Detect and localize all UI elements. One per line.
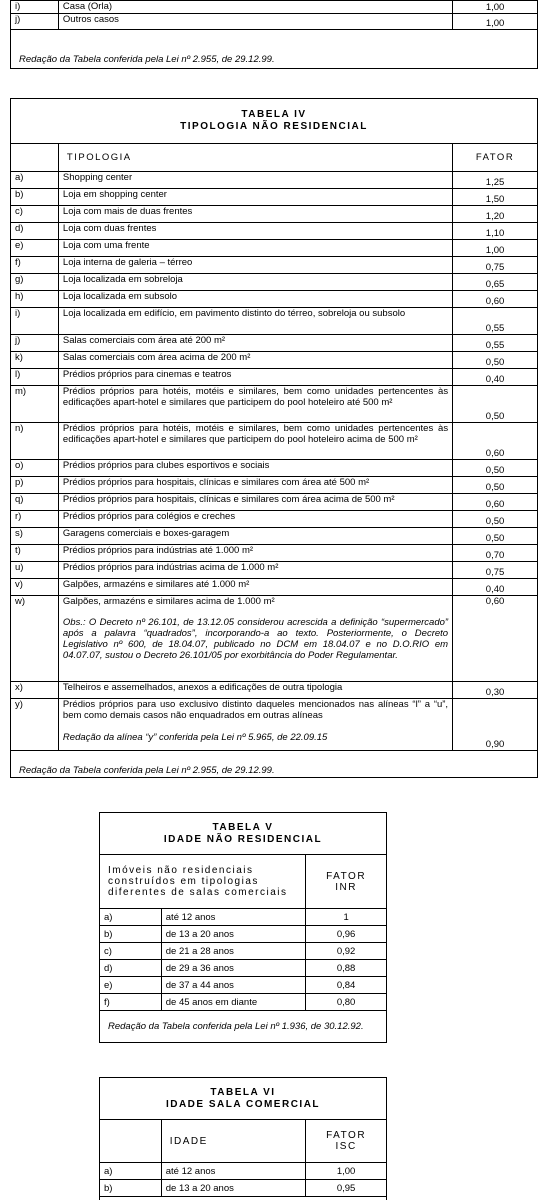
row-letter: f) <box>100 994 162 1011</box>
table-row <box>11 460 538 477</box>
row-letter: g) <box>11 274 59 291</box>
row-letter: b) <box>11 189 59 206</box>
row-description: Galpões, armazéns e similares acima de 1.000 m² <box>62 596 275 607</box>
row-fator: 0,92 <box>306 943 387 960</box>
row-fator: 0,60 <box>453 423 538 460</box>
row-letter: d) <box>100 960 162 977</box>
row-fator: 0,65 <box>453 274 538 291</box>
row-letter: a) <box>100 909 162 926</box>
table5-title: TABELA V <box>212 821 274 833</box>
row-fator: 1,00 <box>306 1163 387 1180</box>
row-fator: 0,55 <box>453 335 538 352</box>
table5-subtitle: IDADE NÃO RESIDENCIAL <box>163 833 323 845</box>
row-letter: j) <box>11 335 59 352</box>
col-fator-subheader: INR <box>335 881 357 893</box>
row-description: Telheiros e assemelhados, anexos a edificações de outra tipologia <box>58 682 452 699</box>
row-fator: 0,60 <box>453 494 538 511</box>
table4 <box>10 98 538 751</box>
table-row <box>100 977 387 994</box>
row-fator: 0,50 <box>453 528 538 545</box>
row-description: até 12 anos <box>161 1163 305 1180</box>
row-description: Prédios próprios para uso exclusivo distinto daqueles mencionados nas alíneas “l” a “u”, bem como demais casos não enquadrados em outras alíneas <box>62 699 449 721</box>
row-fator: 0,75 <box>453 562 538 579</box>
row-fator: 0,50 <box>453 460 538 477</box>
row-letter: k) <box>11 352 59 369</box>
row-description: Loja em shopping center <box>58 189 452 206</box>
table5-title-row <box>100 813 387 855</box>
row-fator: 0,60 <box>453 291 538 308</box>
table-row <box>100 926 387 943</box>
row-letter: r) <box>11 511 59 528</box>
row-description: Casa (Orla) <box>58 1 452 14</box>
row-description: de 21 a 28 anos <box>161 943 305 960</box>
table-row <box>11 386 538 423</box>
row-description: Salas comerciais com área acima de 200 m² <box>58 352 452 369</box>
row-letter: v) <box>11 579 59 596</box>
row-fator: 1,10 <box>453 223 538 240</box>
table-row <box>11 528 538 545</box>
row-description: Shopping center <box>58 172 452 189</box>
row-letter: b) <box>100 926 162 943</box>
row-description: de 13 a 20 anos <box>161 1180 305 1197</box>
row-description: Loja localizada em edifício, em pavimento distinto do térreo, sobreloja ou subsolo <box>58 308 452 335</box>
table-row <box>11 682 538 699</box>
table-row <box>11 223 538 240</box>
row-fator: 0,90 <box>453 699 538 751</box>
table4-subtitle: TIPOLOGIA NÃO RESIDENCIAL <box>180 121 368 132</box>
row-letter: h) <box>11 291 59 308</box>
table5-note: Redação da Tabela conferida pela Lei nº 1.936, de 30.12.92. <box>108 1021 364 1032</box>
table4-title: TABELA IV <box>241 109 307 120</box>
row-letter: s) <box>11 528 59 545</box>
table5-body <box>100 909 387 1011</box>
row-letter: e) <box>100 977 162 994</box>
table-row <box>11 206 538 223</box>
table-row <box>11 562 538 579</box>
table-row <box>11 257 538 274</box>
row-letter: t) <box>11 545 59 562</box>
col-desc-header: Imóveis não residenciais construídos em tipologias diferentes de salas comerciais <box>100 855 306 909</box>
row-description: Loja localizada em sobreloja <box>58 274 452 291</box>
row-fator: 1,25 <box>453 172 538 189</box>
row-letter: i) <box>11 308 59 335</box>
row-description: Prédios próprios para hospitais, clínicas e similares com área até 500 m² <box>58 477 452 494</box>
col-fator-header: FATOR <box>326 870 367 882</box>
row-description: Loja com mais de duas frentes <box>58 206 452 223</box>
row-fator: 1,20 <box>453 206 538 223</box>
row-fator: 1 <box>306 909 387 926</box>
row-letter: i) <box>11 1 59 14</box>
row-fator: 0,40 <box>453 369 538 386</box>
row-letter: e) <box>11 240 59 257</box>
col-fator-subheader: ISC <box>335 1141 357 1152</box>
table6-header-row <box>100 1120 387 1163</box>
row-description: de 37 a 44 anos <box>161 977 305 994</box>
row-letter: j) <box>11 14 59 30</box>
row-fator: 0,55 <box>453 308 538 335</box>
row-fator: 0,50 <box>453 477 538 494</box>
table-row <box>11 308 538 335</box>
row-description: Loja com uma frente <box>58 240 452 257</box>
table-row <box>11 352 538 369</box>
row-fator: 0,96 <box>306 926 387 943</box>
table4-body <box>11 172 538 596</box>
table4-frame <box>10 98 538 778</box>
row-fator: 0,50 <box>453 386 538 423</box>
table4-footnote: Redação da Tabela conferida pela Lei nº 2.955, de 29.12.99. <box>19 765 275 776</box>
col-fator-header: FATOR <box>326 1130 367 1141</box>
table-row <box>11 291 538 308</box>
row-description: Prédios próprios para hospitais, clínicas e similares com área acima de 500 m² <box>58 494 452 511</box>
col-fator-header: FATOR <box>453 144 538 172</box>
row-fator: 1,00 <box>453 240 538 257</box>
row-letter: l) <box>11 369 59 386</box>
col-tipologia-header: TIPOLOGIA <box>58 144 452 172</box>
table-row <box>11 596 538 682</box>
row-description: Prédios próprios para indústrias acima de 1.000 m² <box>58 562 452 579</box>
table-row <box>11 511 538 528</box>
row-description: Prédios próprios para hotéis, motéis e similares, bem como unidades pertencentes às edificações apart-hotel e similares que participem do pool hoteleiro acima de 500 m² <box>58 423 452 460</box>
table3-rows <box>10 0 538 30</box>
table6-title-row <box>100 1078 387 1120</box>
row-description: de 13 a 20 anos <box>161 926 305 943</box>
row-description: Loja com duas frentes <box>58 223 452 240</box>
col-idade-header: IDADE <box>161 1120 305 1163</box>
row-description: Garagens comerciais e boxes-garagem <box>58 528 452 545</box>
table6-body <box>100 1163 387 1197</box>
row-fator: 1,00 <box>453 14 538 30</box>
table-row <box>100 960 387 977</box>
row-letter: c) <box>100 943 162 960</box>
row-description: Prédios próprios para colégios e creches <box>58 511 452 528</box>
table-row <box>11 335 538 352</box>
row-fator: 0,50 <box>453 511 538 528</box>
row-letter: n) <box>11 423 59 460</box>
table-row <box>100 1180 387 1197</box>
table5 <box>99 812 387 1011</box>
table-row <box>11 494 538 511</box>
row-description: Loja localizada em subsolo <box>58 291 452 308</box>
row-letter: m) <box>11 386 59 423</box>
row-description: de 45 anos em diante <box>161 994 305 1011</box>
table5-header-row <box>100 855 387 909</box>
row-letter: q) <box>11 494 59 511</box>
row-fator: 1,50 <box>453 189 538 206</box>
row-fator: 0,84 <box>306 977 387 994</box>
row-fator: 1,00 <box>453 1 538 14</box>
table-row <box>11 172 538 189</box>
row-description: Salas comerciais com área até 200 m² <box>58 335 452 352</box>
table6 <box>99 1077 387 1197</box>
row-description: Prédios próprios para indústrias até 1.000 m² <box>58 545 452 562</box>
row-fator: 0,60 <box>453 596 538 682</box>
row-fator: 0,70 <box>453 545 538 562</box>
table6-subtitle: IDADE SALA COMERCIAL <box>165 1098 321 1110</box>
table5-frame <box>99 812 387 1043</box>
table-row <box>11 477 538 494</box>
row-description: Prédios próprios para hotéis, motéis e similares, bem como unidades pertencentes às edificações apart-hotel e similares que participem do pool hoteleiro até 500 m² <box>58 386 452 423</box>
row-note: Redação da alínea “y” conferida pela Lei nº 5.965, de 22.09.15 <box>62 732 328 743</box>
table-row <box>100 943 387 960</box>
row-fator: 0,50 <box>453 352 538 369</box>
row-letter: w) <box>11 596 59 682</box>
row-letter: y) <box>11 699 59 751</box>
row-fator: 0,80 <box>306 994 387 1011</box>
row-description: Galpões, armazéns e similares até 1.000 m² <box>58 579 452 596</box>
row-letter: c) <box>11 206 59 223</box>
table-row <box>11 14 538 30</box>
table6-title: TABELA VI <box>210 1086 276 1098</box>
table-row <box>11 579 538 596</box>
row-fator: 0,88 <box>306 960 387 977</box>
table-row <box>100 909 387 926</box>
table-row <box>11 189 538 206</box>
row-letter: f) <box>11 257 59 274</box>
row-description: Prédios próprios para cinemas e teatros <box>58 369 452 386</box>
table3-note: Redação da Tabela conferida pela Lei nº 2.955, de 29.12.99. <box>19 54 275 65</box>
table-row <box>100 994 387 1011</box>
table-row <box>11 240 538 257</box>
row-letter: u) <box>11 562 59 579</box>
row-letter: b) <box>100 1180 162 1197</box>
row-letter: a) <box>11 172 59 189</box>
row-description: de 29 a 36 anos <box>161 960 305 977</box>
row-fator: 0,30 <box>453 682 538 699</box>
table-row <box>11 274 538 291</box>
table-row <box>11 545 538 562</box>
table-row <box>11 423 538 460</box>
row-letter: d) <box>11 223 59 240</box>
table3-frame <box>10 0 538 69</box>
row-description: Loja interna de galeria – térreo <box>58 257 452 274</box>
row-letter: x) <box>11 682 59 699</box>
table4-title-row <box>11 99 538 144</box>
row-obs: Obs.: O Decreto nº 26.101, de 13.12.05 considerou acrescida a definição “supermercado” após a palavra “quadrados”, incorporando-a ao texto. Posteriormente, o Decreto Legislativo nº 600, de 18.04.07, publicado no DCM em 18.04.07 e no D.O.RIO em 04.07.07, sustou o Decreto 26.101/05 por exorbitância do Poder Regulamentar. <box>62 617 449 661</box>
table-row <box>11 1 538 14</box>
row-letter: a) <box>100 1163 162 1180</box>
row-fator: 0,40 <box>453 579 538 596</box>
table-row <box>100 1163 387 1180</box>
table-row <box>11 699 538 751</box>
row-fator: 0,75 <box>453 257 538 274</box>
row-letter: p) <box>11 477 59 494</box>
row-letter: o) <box>11 460 59 477</box>
table6-frame <box>99 1077 387 1200</box>
row-description: Prédios próprios para clubes esportivos e sociais <box>58 460 452 477</box>
row-fator: 0,95 <box>306 1180 387 1197</box>
row-description: Outros casos <box>58 14 452 30</box>
table-row <box>11 369 538 386</box>
table4-header-row <box>11 144 538 172</box>
row-description: até 12 anos <box>161 909 305 926</box>
